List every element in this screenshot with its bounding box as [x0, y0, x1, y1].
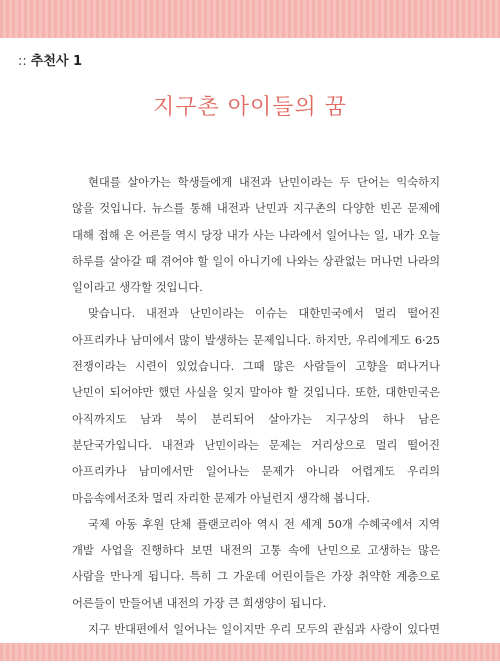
paragraph-2: 맞습니다. 내전과 난민이라는 이슈는 대한민국에서 멀리 떨어진 아프리카나 남미에서 많이 발생하는 문제입니다. 하지만, 우리에게도 6·25 전쟁이라는 시련이 있었습니다. 그때 많은 사람들이 고향을 떠나거나 난민이 되어야만 했던 사실을 잊지 말아야 할 것입니다. 또한, 대한민국은 아직까지도 남과 북이 분리되어 살아가는 지구상의 하나 남은 분단국가입니다. 내전과 난민이라는 문제는 거리상으로 멀리 떨어진 아프리카나 남미에서만 일어나는 문제가 아니라 어렵게도 우리의 마음속에서조차 멀리 자리한 문제가 아닐런지 생각해 봅니다. — [72, 307, 440, 505]
page-title: 지구촌 아이들의 꿈 — [152, 95, 347, 120]
paragraph-3: 국제 아동 후원 단체 플랜코리아 역시 전 세계 50개 수혜국에서 지역 개발 사업을 진행하다 보면 내전의 고통 속에 난민으로 고생하는 많은 사람을 만나게 됩니다. 특히 그 가운데 어린이들은 가장 취약한 계층으로 어른들이 만들어낸 내전의 가장 큰 희생양이 됩니다. — [72, 517, 440, 610]
top-decorative-band — [0, 0, 500, 38]
section-label — [18, 50, 82, 69]
section-label-text: 추천사 1 — [30, 54, 83, 69]
bottom-decorative-band — [0, 643, 500, 661]
paragraph-1: 현대를 살아가는 학생들에게 내전과 난민이라는 두 단어는 익숙하지 않을 것입니다. 뉴스를 통해 내전과 난민과 지구촌의 다양한 빈곤 문제에 대해 접해 온 어른들 역시 당장 내가 사는 나라에서 일어나는 일, 내가 오늘 하루를 살아갈 때 겪어야 할 일이 아니기에 나와는 상관없는 머나먼 나라의 일이라고 생각할 것입니다. — [72, 176, 440, 295]
section-marker: :: — [18, 54, 27, 69]
body-text — [72, 170, 440, 670]
paragraph-4: 지구 반대편에서 일어나는 일이지만 우리 모두의 관심과 사랑이 있다면 — [88, 623, 440, 637]
